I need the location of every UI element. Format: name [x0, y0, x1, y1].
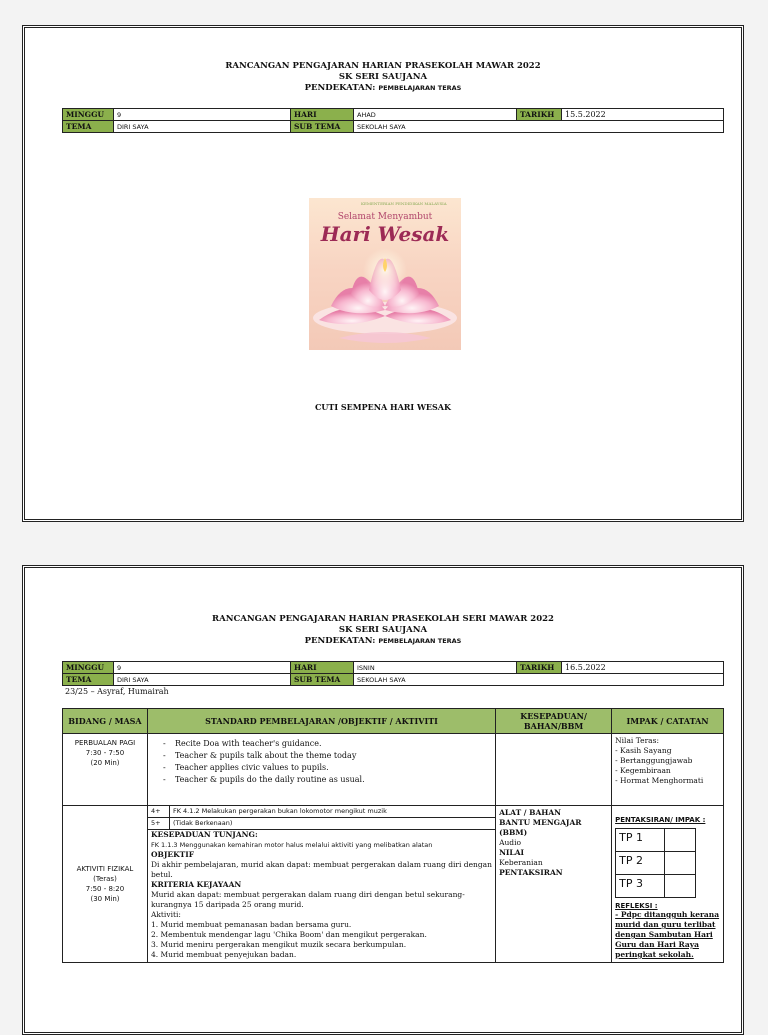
bbm-line: PENTAKSIRAN [499, 868, 563, 877]
bidang-sub: (Teras) [93, 875, 117, 883]
bbm-line: Audio [499, 838, 522, 847]
bidang-cell [63, 806, 148, 963]
list-item: - Kasih Sayang [615, 746, 672, 755]
title-line-1: RANCANGAN PENGAJARAN HARIAN PRASEKOLAH SERI MAWAR 2022 [212, 614, 554, 624]
holiday-note: CUTI SEMPENA HARI WESAK [315, 402, 451, 412]
list-item: - Hormat Menghormati [615, 776, 704, 785]
header-bidang: BIDANG / MASA [63, 709, 148, 734]
page-title [25, 614, 741, 647]
title-line-2: SK SERI SAUJANA [338, 72, 428, 82]
lesson-plan-page-2 [22, 565, 744, 1035]
aktiviti-title: Aktiviti: [150, 910, 181, 919]
list-item: 2. Membentuk mendengar lagu 'Chika Boom' dan mengikut pergerakan. [150, 930, 427, 939]
table-row [63, 806, 724, 963]
subtema-value: SEKOLAH SAYA [354, 121, 724, 133]
age-text: (Tidak Berkenaan) [172, 819, 233, 827]
tarikh-label: TARIKH [517, 662, 562, 674]
kesepaduan-cell [496, 734, 612, 806]
bidang-name: PERBUALAN PAGI [74, 739, 136, 747]
subtema-value: SEKOLAH SAYA [354, 674, 724, 686]
tema-label: TEMA [63, 674, 114, 686]
tp-box[interactable] [665, 852, 696, 875]
pentaksiran-label: PENTAKSIRAN/ IMPAK : [615, 816, 706, 824]
kesepaduan-title: KESEPADUAN TUNJANG: [150, 830, 258, 839]
list-item: 3. Murid meniru pergerakan mengikut muzik secara berkumpulan. [150, 940, 407, 949]
attendance-note: 23/25 – Asyraf, Humairah [65, 687, 169, 696]
bidang-duration: (20 Min) [90, 759, 120, 767]
age-code: 5+ [151, 818, 170, 829]
pendekatan-line [25, 83, 741, 94]
title-line-1: RANCANGAN PENGAJARAN HARIAN PRASEKOLAH MAWAR 2022 [225, 61, 541, 71]
page-title [25, 61, 741, 94]
bbm-line: NILAI [499, 848, 525, 857]
header-standard: STANDARD PEMBELAJARAN /OBJEKTIF / AKTIVITI [147, 709, 495, 734]
tema-value: DIRI SAYA [114, 674, 291, 686]
minggu-value: 9 [114, 109, 291, 121]
hari-label: HARI [291, 109, 354, 121]
ministry-logo: KEMENTERIAN PENDIDIKAN MALAYSIA [361, 201, 447, 206]
bidang-duration: (30 Min) [90, 895, 120, 903]
hari-value: ISNIN [354, 662, 517, 674]
list-item: - Teacher & pupils do the daily routine as usual. [165, 774, 492, 786]
tp-table [615, 828, 696, 898]
kesepaduan-text: FK 1.1.3 Menggunakan kemahiran motor halus melalui aktiviti yang melibatkan alatan [150, 841, 433, 849]
tp-box[interactable] [665, 875, 696, 898]
age-text: FK 4.1.2 Melakukan pergerakan bukan lokomotor mengikut muzik [172, 807, 387, 815]
objektif-text: Di akhir pembelajaran, murid akan dapat: membuat pergerakan dalam ruang diri dengan betul. [150, 860, 492, 879]
impak-title: Nilai Teras: [615, 736, 659, 745]
title-line-2: SK SERI SAUJANA [338, 625, 428, 635]
tarikh-value: 15.5.2022 [562, 109, 724, 121]
bidang-name: AKTIVITI FIZIKAL [76, 865, 134, 873]
subtema-label: SUB TEMA [291, 121, 354, 133]
tp-level: TP 2 [616, 852, 665, 875]
pendekatan-label: PENDEKATAN: [304, 83, 376, 93]
list-item: - Kegembiraan [615, 766, 671, 775]
tp-level: TP 3 [616, 875, 665, 898]
minggu-label: MINGGU [63, 109, 114, 121]
list-item: 1. Murid membuat pemanasan badan bersama guru. [150, 920, 352, 929]
kesepaduan-cell [496, 806, 612, 963]
minggu-label: MINGGU [63, 662, 114, 674]
info-table [62, 661, 724, 686]
subtema-label: SUB TEMA [291, 674, 354, 686]
tp-level: TP 1 [616, 829, 665, 852]
activities-cell [147, 806, 495, 963]
kriteria-title: KRITERIA KEJAYAAN [150, 880, 242, 889]
hari-value: AHAD [354, 109, 517, 121]
tema-label: TEMA [63, 121, 114, 133]
bbm-line: ALAT / BAHAN [499, 808, 562, 817]
lotus-flower-icon [309, 198, 461, 350]
tarikh-value: 16.5.2022 [562, 662, 724, 674]
poster-greeting: Selamat Menyambut [337, 212, 433, 222]
tarikh-label: TARIKH [517, 109, 562, 121]
pendekatan-value: PEMBELAJARAN TERAS [378, 637, 462, 645]
minggu-value: 9 [114, 662, 291, 674]
pendekatan-value: PEMBELAJARAN TERAS [378, 84, 462, 92]
header-impak: IMPAK / CATATAN [612, 709, 724, 734]
age-row-4 [148, 806, 495, 818]
refleksi-label: REFLEKSI : [615, 902, 658, 910]
list-item: - Teacher applies civic values to pupils. [165, 762, 492, 774]
bidang-cell [63, 734, 148, 806]
list-item: - Recite Doa with teacher's guidance. [165, 738, 492, 750]
bidang-time: 7:30 - 7:50 [85, 749, 125, 757]
hari-wesak-poster [309, 198, 461, 350]
bbm-line: Keberanian [499, 858, 543, 867]
list-item: 4. Murid membuat penyejukan badan. [150, 950, 297, 959]
activities-cell [147, 734, 495, 806]
impak-cell [612, 806, 724, 963]
info-table [62, 108, 724, 133]
impak-cell [612, 734, 724, 806]
age-row-5 [148, 818, 495, 830]
header-kesepaduan: KESEPADUAN/ BAHAN/BBM [496, 709, 612, 734]
lesson-table [62, 708, 724, 963]
lesson-plan-page-1 [22, 25, 744, 522]
table-row [63, 734, 724, 806]
age-code: 4+ [151, 806, 170, 817]
bbm-line: (BBM) [499, 828, 528, 837]
bidang-time: 7:50 - 8:20 [85, 885, 125, 893]
tema-value: DIRI SAYA [114, 121, 291, 133]
list-item: - Teacher & pupils talk about the theme today [165, 750, 492, 762]
tp-box[interactable] [665, 829, 696, 852]
bbm-line: BANTU MENGAJAR [499, 818, 582, 827]
pendekatan-label: PENDEKATAN: [304, 636, 376, 646]
pendekatan-line [25, 636, 741, 647]
refleksi-text: - Pdpc ditangguh kerana murid dan guru terlibat dengan Sambutan Hari Guru dan Hari Raya peringkat sekolah. [615, 910, 720, 959]
hari-label: HARI [291, 662, 354, 674]
poster-title: Hari Wesak [320, 222, 450, 246]
objektif-title: OBJEKTIF [150, 850, 195, 859]
list-item: - Bertanggungjawab [615, 756, 693, 765]
kriteria-text: Murid akan dapat: membuat pergerakan dalam ruang diri dengan betul sekurang-kurangnya 15 daripada 25 orang murid. [150, 890, 465, 909]
